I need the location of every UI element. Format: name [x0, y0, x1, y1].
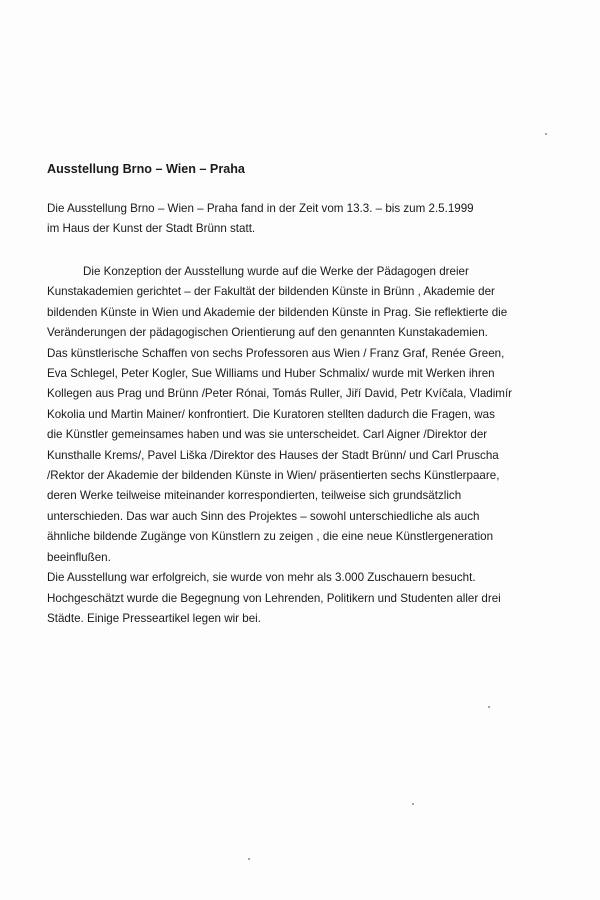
body-line: bildenden Künste in Wien und Akademie der bildenden Künste in Prag. Sie reflektierte die [47, 305, 508, 319]
body-line: Das künstlerische Schaffen von sechs Professoren aus Wien / Franz Graf, Renée Green, [47, 346, 505, 360]
body-line: deren Werke teilweise miteinander korrespondierten, teilweise sich grundsätzlich [47, 489, 462, 503]
body-line: Die Konzeption der Ausstellung wurde auf die Werke der Pädagogen dreier [83, 265, 469, 278]
body-line: Hochgeschätzt wurde die Begegnung von Lehrenden, Politikern und Studenten aller drei [47, 591, 501, 605]
body-line: Die Ausstellung war erfolgreich, sie wurde von mehr als 3.000 Zuschauern besucht. [47, 571, 476, 585]
scan-speck [248, 858, 250, 860]
body-line: /Rektor der Akademie der bildenden Künste in Wien/ präsentierten sechs Künstlerpaare, [47, 469, 500, 483]
scan-speck [412, 803, 414, 805]
body-line: Eva Schlegel, Peter Kogler, Sue Williams und Huber Schmalix/ wurde mit Werken ihren [47, 367, 495, 381]
intro-paragraph [47, 199, 474, 239]
body-line: Kollegen aus Prag und Brünn /Peter Rónai, Tomás Ruller, Jiří David, Petr Kvíčala, Vladimír [47, 387, 513, 401]
body-line: Kunstakademien gerichtet – der Fakultät der bildenden Künste in Brünn , Akademie der [47, 285, 495, 299]
intro-line: Die Ausstellung Brno – Wien – Praha fand in der Zeit vom 13.3. – bis zum 2.5.1999 [47, 202, 474, 215]
body-line: unterschieden. Das war auch Sinn des Projektes – sowohl unterschiedliche als auch [47, 509, 480, 523]
scan-speck [488, 706, 490, 708]
body-line: Städte. Einige Presseartikel legen wir bei. [47, 611, 261, 625]
scan-speck [545, 133, 547, 135]
body-line: die Künstler gemeinsames haben und was sie unterscheidet. Carl Aigner /Direktor der [47, 428, 488, 442]
body-line: Veränderungen der pädagogischen Orientierung auf den genannten Kunstakademien. [47, 326, 488, 340]
body-line: Kokolia und Martin Mainer/ konfrontiert. Die Kuratoren stellten dadurch die Fragen, was [47, 407, 495, 421]
body-line: Kunsthalle Krems/, Pavel Liška /Direktor des Hauses der Stadt Brünn/ und Carl Pruscha [47, 448, 499, 462]
body-line: ähnliche bildende Zugänge von Künstlern zu zeigen , die eine neue Künstlergeneration [47, 530, 494, 544]
body-paragraph [47, 262, 512, 629]
document-title: Ausstellung Brno – Wien – Praha [47, 162, 245, 176]
intro-line: im Haus der Kunst der Stadt Brünn statt. [47, 222, 256, 235]
body-line: beeinflußen. [47, 550, 111, 564]
